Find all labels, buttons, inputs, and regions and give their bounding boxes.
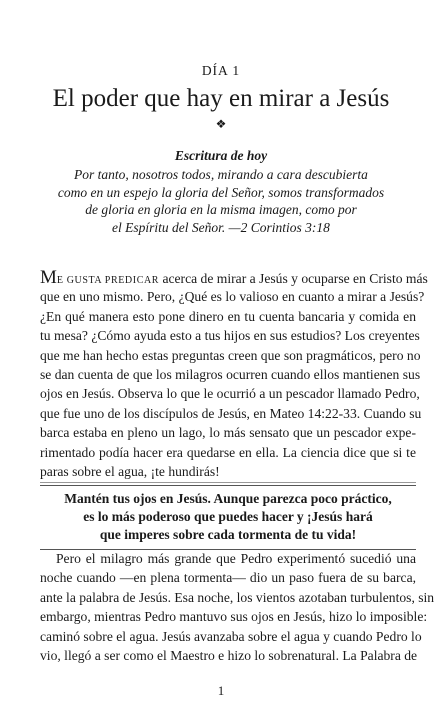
paragraph-line: caminó sobre el agua. Jesús avanzaba sobre el agua y cuando Pedro lo (40, 628, 422, 644)
paragraph-line: ¿En qué manera esto pone dinero en tu cuenta bancaria y comida en (40, 308, 416, 324)
paragraph-line: se dan cuenta de que los milagros ocurren cuando ellos mantienen sus (40, 366, 421, 382)
paragraph-line (40, 267, 428, 288)
small-caps-lead: E GUSTA PREDICAR (56, 275, 160, 286)
scripture-heading: Escritura de hoy (174, 148, 268, 163)
callout-line: que imperes sobre cada tormenta de tu vida! (99, 527, 357, 542)
paragraph-line: Pero el milagro más grande que Pedro experimentó sucedió una (56, 551, 416, 566)
paragraph-line: que fue uno de los discípulos de Jesús, en Mateo 14:22-33. Cuando su (40, 405, 422, 421)
paragraph-line: vio, llegó a ser como el Maestro e hizo lo sobrenatural. La Palabra de (40, 647, 418, 663)
paragraph-line: ante la palabra de Jesús. Esa noche, los vientos azotaban turbulentos, sin (40, 589, 435, 605)
first-line-text: acerca de mirar a Jesús y ocuparse en Cristo más (159, 271, 428, 286)
callout-line: es lo más poderoso que puedes hacer y ¡Jesús hará (83, 509, 373, 524)
paragraph-line: tu mesa? ¿Cómo ayuda esto a tus hijos en sus estudios? Los creyentes (40, 328, 420, 344)
paragraph-line: que me han hecho estas preguntas creen que son pragmáticos, pero no (40, 347, 421, 363)
scripture-line: el Espíritu del Señor. —2 Corintios 3:18 (112, 219, 330, 235)
callout-line: Mantén tus ojos en Jesús. Aunque parezca poco práctico, (64, 491, 392, 506)
paragraph-line: embargo, mientras Pedro mantuvo sus ojos en Jesús, hizo lo imposible: (40, 609, 428, 625)
page-number: 1 (217, 683, 225, 698)
scripture-quote (0, 166, 442, 236)
paragraph-line: ojos en Jesús. Observa lo que le ocurrió a un pescador llamado Pedro, (40, 386, 420, 402)
chapter-title: El poder que hay en mirar a Jesús (52, 85, 390, 112)
paragraph-line: noche cuando —en plena tormenta— dio un paso fuera de su barca, (40, 570, 416, 586)
day-label: DÍA 1 (201, 63, 241, 78)
callout-divider (40, 482, 416, 483)
callout-box (40, 485, 416, 550)
body-paragraph-1 (40, 267, 428, 481)
paragraph-line: rimentado podía hacer era quedarse en ella. La ciencia dice que si te (40, 444, 416, 460)
scripture-line: como en un espejo la gloria del Señor, somos transformados (57, 184, 385, 200)
ornament-icon: ❖ (215, 117, 227, 131)
scripture-line: de gloria en gloria en la misma imagen, como por (85, 202, 357, 217)
paragraph-line: barca estaba en pleno un lago, lo más sensato que un pescador expe- (40, 425, 416, 441)
body-paragraph-2 (40, 549, 435, 665)
drop-cap: M (40, 267, 57, 288)
scripture-line: Por tanto, nosotros todos, mirando a cara descubierta (74, 167, 368, 182)
paragraph-line: que en uno mismo. Pero, ¿Qué es lo valioso en cuanto a mirar a Jesús? (40, 289, 425, 305)
paragraph-line: paras sobre el agua, ¡te hundirás! (40, 463, 220, 479)
